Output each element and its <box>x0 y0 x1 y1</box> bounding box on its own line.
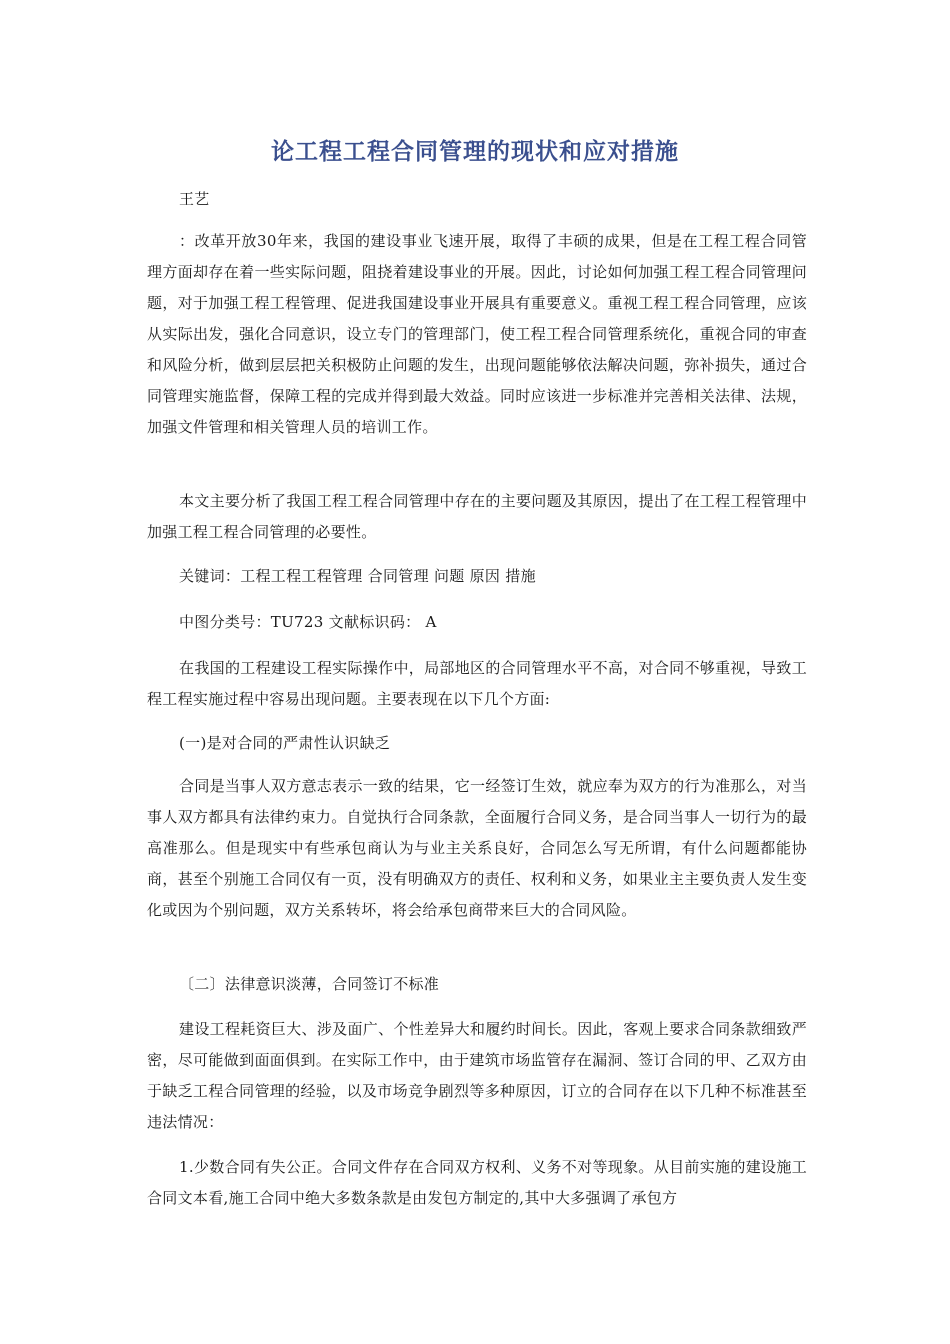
intro-paragraph: 在我国的工程建设工程实际操作中，局部地区的合同管理水平不高，对合同不够重视，导致工程工程实施过程中容易出现问题。主要表现在以下几个方面: <box>147 659 807 708</box>
abstract-paragraph: ：改革开放30年来，我国的建设事业飞速开展，取得了丰硕的成果，但是在工程工程合同管理方面却存在着一些实际问题，阻挠着建设事业的开展。因此，讨论如何加强工程工程合同管理问题，对于加强工程工程管理、促进我国建设事业开展具有重要意义。重视工程工程合同管理，应该从实际出发，强化合同意识，设立专门的管理部门，使工程工程合同管理系统化，重视合同的审查和风险分析，做到层层把关积极防止问题的发生，出现问题能够依法解决问题，弥补损失，通过合同管理实施监督，保障工程的完成并得到最大效益。同时应该进一步标准并完善相关法律、法规，加强文件管理和相关管理人员的培训工作。 <box>147 232 807 436</box>
item-1-paragraph: 1.少数合同有失公正。合同文件存在合同双方权利、义务不对等现象。从目前实施的建设施工合同文本看,施工合同中绝大多数条款是由发包方制定的,其中大多强调了承包方 <box>147 1158 807 1207</box>
keywords-line: 关键词：工程工程工程管理 合同管理 问题 原因 措施 <box>179 567 536 585</box>
section-1-paragraph: 合同是当事人双方意志表示一致的结果，它一经签订生效，就应奉为双方的行为准那么，对当事人双方都具有法律约束力。自觉执行合同条款，全面履行合同义务，是合同当事人一切行为的最高准那么。但是现实中有些承包商认为与业主关系良好，合同怎么写无所谓，有什么问题都能协商，甚至个别施工合同仅有一页，没有明确双方的责任、权利和义务，如果业主主要负责人发生变化或因为个别问题，双方关系转坏，将会给承包商带来巨大的合同风险。 <box>147 777 807 919</box>
section-2-paragraph: 建设工程耗资巨大、涉及面广、个性差异大和履约时间长。因此，客观上要求合同条款细致严密，尽可能做到面面俱到。在实际工作中，由于建筑市场监管存在漏洞、签订合同的甲、乙双方由于缺乏工程合同管理的经验，以及市场竞争剧烈等多种原因，订立的合同存在以下几种不标准甚至违法情况： <box>147 1020 807 1131</box>
summary-paragraph: 本文主要分析了我国工程工程合同管理中存在的主要问题及其原因，提出了在工程工程管理中加强工程工程合同管理的必要性。 <box>147 492 807 541</box>
document-title: 论工程工程合同管理的现状和应对措施 <box>271 139 679 165</box>
section-heading-1: (一)是对合同的严肃性认识缺乏 <box>179 734 391 752</box>
section-heading-2: 〔二〕法律意识淡薄，合同签订不标准 <box>179 975 440 993</box>
classification-line: 中图分类号：TU723 文献标识码： A <box>179 613 437 631</box>
author-name: 王艺 <box>179 190 210 208</box>
